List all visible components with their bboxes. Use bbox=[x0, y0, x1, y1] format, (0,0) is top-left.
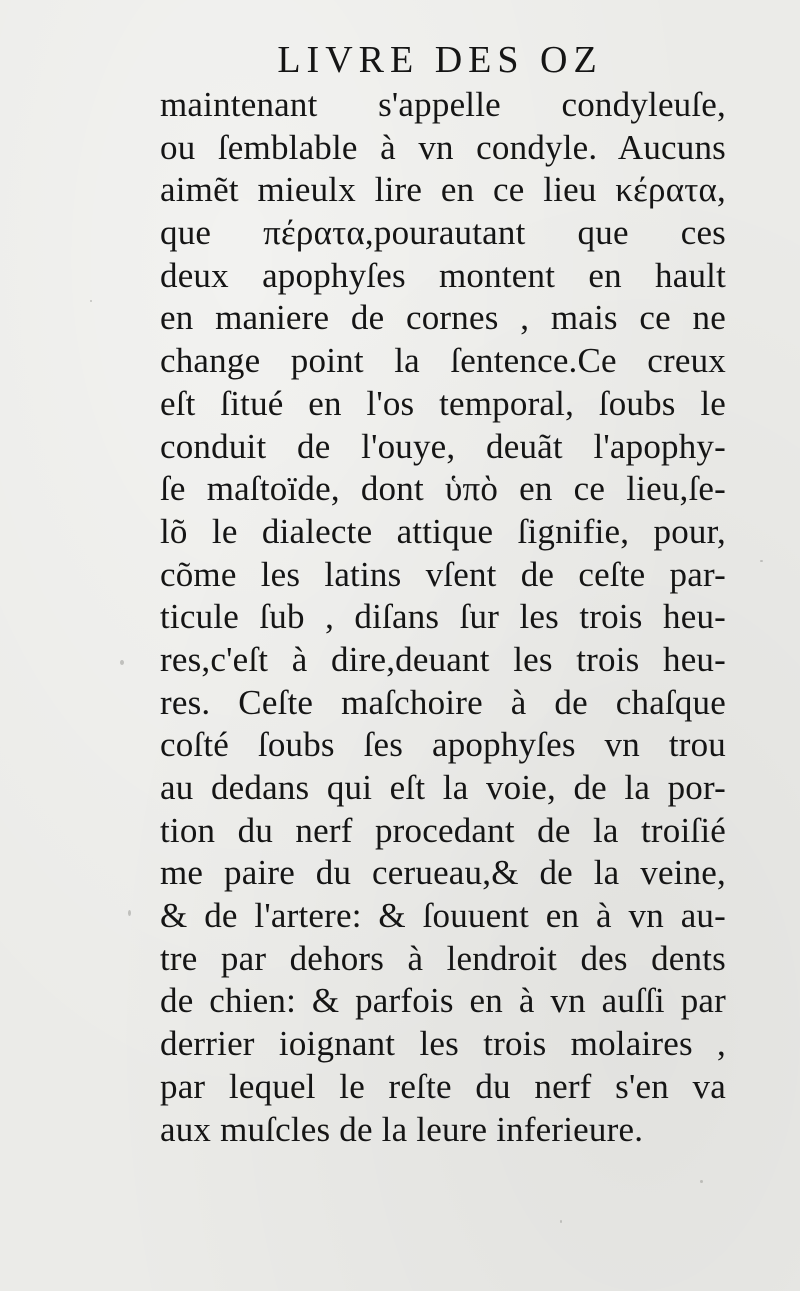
paper-speck bbox=[700, 1180, 703, 1183]
text-line: coſté ſoubs ſes apophyſes vn trou bbox=[160, 725, 726, 765]
paper-speck bbox=[560, 1220, 562, 1223]
text-line: change point la ſentence.Ce creux bbox=[160, 341, 726, 381]
text-line: & de l'artere: & ſouuent en à vn au- bbox=[160, 896, 726, 936]
text-line: ſe maſtoïde, dont ὑπὸ en ce lieu,ſe- bbox=[160, 469, 726, 509]
text-line: tion du nerf procedant de la troiſié bbox=[160, 810, 726, 850]
text-line: ticule ſub , diſans ſur les trois heu- bbox=[160, 597, 726, 637]
paper-speck bbox=[120, 660, 124, 665]
text-line: eſt ſitué en l'os temporal, ſoubs le bbox=[160, 383, 726, 423]
text-line: maintenant s'appelle condyleuſe, bbox=[160, 85, 726, 124]
text-line: lõ le dialecte attique ſignifie, pour, bbox=[160, 511, 726, 551]
text-line: deux apophyſes montent en hault bbox=[160, 255, 726, 295]
paper-speck bbox=[128, 910, 131, 916]
text-line: me paire du cerueau,& de la veine, bbox=[160, 853, 726, 893]
text-line: derrier ioignant les trois molaires , bbox=[160, 1024, 726, 1064]
text-line: aux muſcles de la leure inferieure. bbox=[160, 1109, 644, 1149]
text-line: que πέρατα,pourautant que ces bbox=[160, 213, 726, 253]
text-line: cõme les latins vſent de ceſte par- bbox=[160, 554, 726, 594]
text-line: conduit de l'ouye, deuãt l'apophy- bbox=[160, 426, 726, 466]
paper-speck bbox=[90, 300, 92, 302]
text-line: aimẽt mieulx lire en ce lieu κέρατα, bbox=[160, 170, 726, 210]
text-line: par lequel le reſte du nerf s'en va bbox=[160, 1066, 726, 1106]
text-line: tre par dehors à lendroit des dents bbox=[160, 938, 726, 978]
text-line: de chien: & parfois en à vn auſſi par bbox=[160, 981, 726, 1021]
running-head: LIVRE DES OZ bbox=[277, 39, 603, 81]
body-text bbox=[160, 84, 726, 1151]
text-line: res. Ceſte maſchoire à de chaſque bbox=[160, 682, 726, 722]
text-line: res,c'eſt à dire,deuant les trois heu- bbox=[160, 639, 726, 679]
text-line: ou ſemblable à vn condyle. Aucuns bbox=[160, 127, 726, 167]
paper-speck bbox=[760, 560, 763, 562]
text-line: au dedans qui eſt la voie, de la por- bbox=[160, 768, 726, 807]
text-line: en maniere de cornes , mais ce ne bbox=[160, 298, 726, 338]
